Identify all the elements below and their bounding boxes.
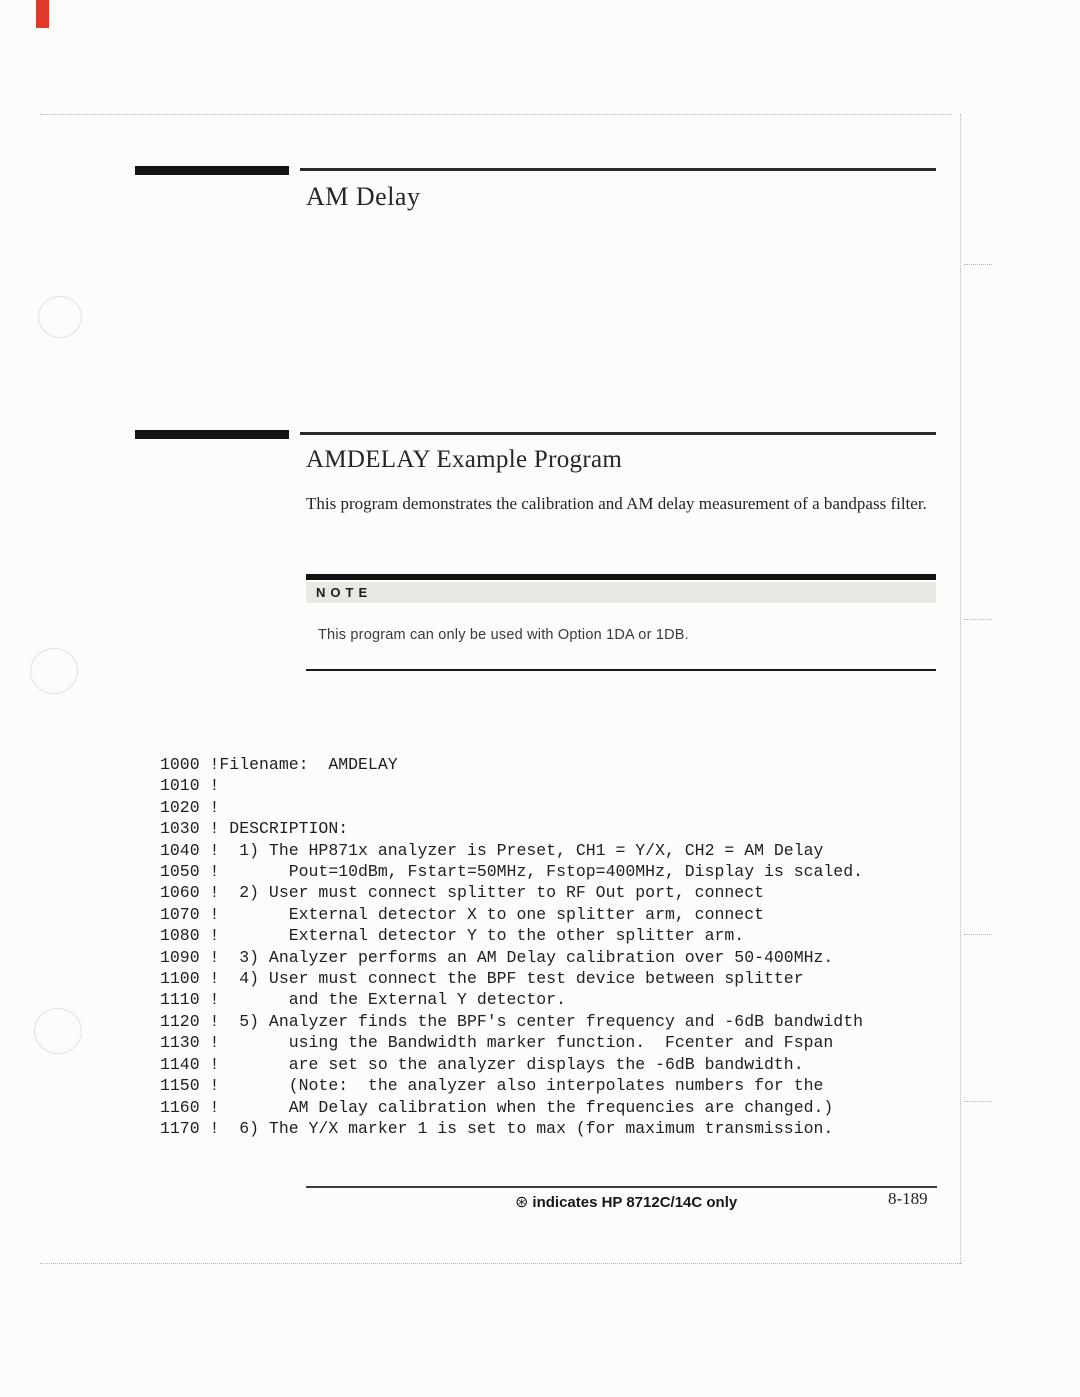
subsection-title: AMDELAY Example Program [306, 446, 623, 473]
code-line: 1070 ! External detector X to one splitter arm, connect [160, 904, 764, 924]
code-listing [160, 754, 950, 1139]
intro-paragraph: This program demonstrates the calibration and AM delay measurement of a bandpass filter. [306, 494, 927, 513]
red-edge-mark [36, 0, 49, 28]
code-line: 1060 ! 2) User must connect splitter to RF Out port, connect [160, 883, 764, 903]
code-line: 1010 ! [160, 776, 220, 796]
code-line: 1020 ! [160, 797, 220, 817]
section-divider-rule [300, 168, 936, 171]
code-line: 1130 ! using the Bandwidth marker function. Fcenter and Fspan [160, 1033, 834, 1053]
code-line: 1150 ! (Note: the analyzer also interpolates numbers for the [160, 1076, 824, 1096]
note-label: NOTE [306, 582, 936, 603]
footer-note [515, 1192, 737, 1212]
code-line: 1050 ! Pout=10dBm, Fstart=50MHz, Fstop=400MHz, Display is scaled. [160, 862, 864, 882]
note-box [306, 574, 936, 671]
scan-dash-mark [964, 1101, 992, 1102]
code-line: 1120 ! 5) Analyzer finds the BPF's center frequency and -6dB bandwidth [160, 1011, 864, 1031]
note-text: This program can only be used with Option 1DA or 1DB. [318, 627, 689, 643]
scan-dash-mark [964, 264, 992, 265]
code-line: 1100 ! 4) User must connect the BPF test device between splitter [160, 969, 804, 989]
subsection-divider-bar [135, 430, 289, 439]
page-number: 8-189 [888, 1189, 928, 1208]
section-divider-bar [135, 166, 289, 175]
code-line: 1110 ! and the External Y detector. [160, 990, 566, 1010]
section-title: AM Delay [306, 182, 421, 211]
code-line: 1140 ! are set so the analyzer displays the -6dB bandwidth. [160, 1054, 804, 1074]
code-line: 1170 ! 6) The Y/X marker 1 is set to max (for maximum transmission. [160, 1118, 834, 1138]
code-line: 1080 ! External detector Y to the other splitter arm. [160, 926, 745, 946]
scan-border-bottom [40, 1263, 962, 1264]
scan-dash-mark [964, 934, 992, 935]
scan-dash-mark [964, 619, 992, 620]
scan-artifact-circle [34, 1008, 82, 1054]
hp-model-flag-icon: ⊛ [515, 1194, 529, 1211]
code-line: 1040 ! 1) The HP871x analyzer is Preset, CH1 = Y/X, CH2 = AM Delay [160, 840, 824, 860]
scan-artifact-circle [38, 296, 82, 338]
scan-border-right [960, 114, 961, 1264]
scan-artifact-circle [30, 648, 78, 694]
subsection-divider-rule [300, 432, 936, 435]
code-line: 1090 ! 3) Analyzer performs an AM Delay calibration over 50-400MHz. [160, 947, 834, 967]
footer-note-text: indicates HP 8712C/14C only [532, 1194, 738, 1211]
scan-border-top [40, 114, 952, 115]
code-line: 1030 ! DESCRIPTION: [160, 819, 349, 839]
code-line: 1000 !Filename: AMDELAY [160, 755, 398, 774]
code-line: 1160 ! AM Delay calibration when the frequencies are changed.) [160, 1097, 834, 1117]
footer-rule [306, 1186, 937, 1188]
